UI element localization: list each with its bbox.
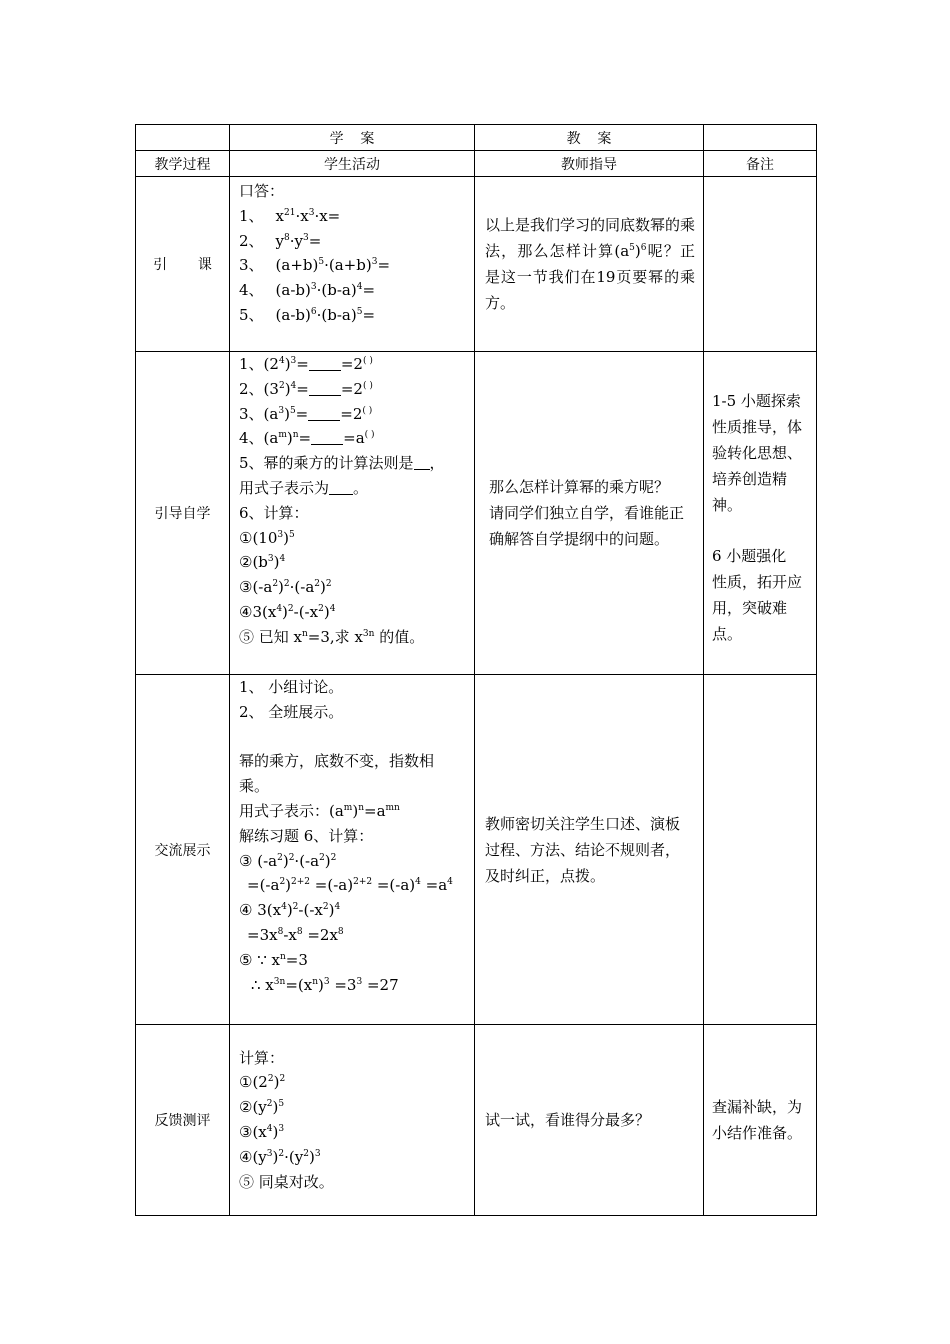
text-line: ⑤ 同桌对改。: [239, 1172, 334, 1191]
header-remarks: 备注: [704, 151, 817, 177]
fill-in-blank: [414, 453, 430, 470]
superscript: 4: [415, 877, 421, 888]
superscript: 3: [323, 976, 330, 987]
text-line: 性质，拓开应: [712, 572, 803, 591]
row-exchange: [136, 675, 817, 1025]
text-line: 用式子表示为 。: [239, 478, 369, 497]
text-line: 1-5 小题探索: [712, 392, 801, 410]
superscript: 8: [337, 926, 344, 937]
superscript: 4: [334, 902, 341, 913]
text-line: $④3(x^4)^2-(-x^2)^4$: [239, 602, 336, 621]
superscript: 2: [279, 877, 286, 888]
superscript: 3n: [362, 628, 375, 639]
superscript: 3: [278, 405, 285, 416]
feedback-lines: [230, 1043, 474, 1198]
teacher-intro: [475, 177, 704, 352]
text-line: 确解答自学提纲中的问题。: [489, 530, 670, 548]
superscript: 5: [356, 306, 363, 317]
text-line: $③(x^4)^3$: [239, 1123, 285, 1141]
item-expression: $(a-b)^3\cdot(b-a)^4=$: [275, 281, 376, 300]
superscript: 3: [278, 1124, 285, 1134]
text-line: [712, 518, 808, 543]
exchange-lines: [230, 675, 474, 1000]
text-line: 2、 全班展示。: [239, 702, 344, 721]
superscript: 4: [281, 902, 287, 913]
item-expression: $(a-b)^6\cdot(b-a)^5=$: [275, 305, 376, 324]
text-line: 用式子表示：$(a^m)^n=a^{mn}$: [239, 801, 400, 820]
item-number: 4、: [239, 281, 264, 300]
superscript: 8: [277, 926, 284, 937]
text-line: $②(b^3)^4$: [239, 553, 286, 572]
superscript: n: [292, 430, 299, 441]
superscript: 2: [283, 579, 290, 590]
stage-intro-label: 引课: [153, 257, 243, 273]
superscript: 4: [266, 1124, 273, 1134]
superscript: mn: [385, 802, 400, 813]
fill-in-blank: [329, 478, 353, 495]
superscript: n: [358, 802, 364, 813]
header-study-plan: 学案: [329, 130, 392, 147]
stage-feedback: 反馈测评: [136, 1025, 230, 1216]
superscript: 2: [288, 852, 295, 863]
text-line: 请同学们独立自学，看谁能正: [489, 504, 685, 522]
text-line: 3、$(a^3)^5= =2^{( )}$: [239, 404, 373, 423]
header-teaching-plan: 教案: [566, 130, 629, 147]
text-line: ③ $(-a^2)^2\cdot(-a^2)^2$: [239, 851, 337, 870]
text-line: 小结作准备。: [712, 1124, 803, 1142]
superscript: 4: [279, 554, 286, 565]
superscript: 3: [267, 554, 274, 565]
superscript: 4: [447, 877, 453, 888]
text-line: 解练习题 6、计算：: [239, 826, 374, 845]
superscript: 2: [272, 579, 279, 590]
teacher-intro-text: 以上是我们学习的同底数幂的乘法，那么怎样计算$(a^5)^6$呢？正是这一节我们在19页要幂的乘方。: [485, 216, 696, 312]
superscript: ( ): [364, 430, 375, 441]
text-line: 查漏补缺，为: [712, 1098, 803, 1116]
intro-item: [239, 303, 466, 328]
note-exchange: [704, 675, 817, 1025]
superscript: 2: [278, 1148, 285, 1159]
text-line: $=3x^8-x^8 =2x^8$: [247, 925, 344, 944]
row-intro: [136, 177, 817, 352]
text-line: [239, 725, 466, 750]
text-line: 乘。: [239, 777, 270, 796]
superscript: 2: [325, 579, 332, 590]
superscript: ( ): [362, 356, 373, 366]
superscript: 2: [318, 603, 324, 614]
superscript: ( ): [362, 405, 373, 416]
text-line: ⑤ 已知 $x^n=3$,求 $x^{3n}$ 的值。: [239, 627, 425, 646]
text-line: 5、幂的乘方的计算法则是 ，: [239, 454, 445, 473]
intro-item: [239, 229, 466, 254]
fill-in-blank: [311, 428, 343, 445]
student-intro: [230, 177, 475, 352]
note-feedback: [704, 1025, 817, 1216]
superscript: 4: [329, 603, 336, 614]
note-self-study: [704, 352, 817, 675]
superscript: 3n: [273, 976, 286, 987]
header-process: 教学过程: [136, 151, 230, 177]
header1-col3: [475, 125, 704, 151]
superscript: 5: [278, 1099, 285, 1110]
exchange-teacher-text: [475, 811, 703, 889]
superscript: 3: [266, 1148, 273, 1159]
intro-item: [239, 204, 466, 229]
superscript: 2: [279, 1074, 286, 1085]
selfstudy-teacher-text: [475, 474, 703, 552]
header-teacher-guidance: 教师指导: [475, 151, 704, 177]
text-line: 神。: [712, 496, 743, 514]
text-line: 那么怎样计算幂的乘方呢？: [489, 478, 670, 496]
note-intro: [704, 177, 817, 352]
text-line: 及时纠正，点拨。: [485, 866, 606, 885]
teacher-self-study: [475, 352, 704, 675]
superscript: 4: [276, 603, 283, 614]
item-expression: $y^8\cdot y^3=$: [275, 231, 322, 250]
lesson-plan-table: [135, 124, 817, 1216]
superscript: 3: [308, 207, 315, 218]
selfstudy-note-text: [704, 352, 816, 647]
superscript: 2: [322, 902, 329, 913]
superscript: 6: [640, 243, 647, 253]
text-line: $=(-a^2)^{2+2} =(-a)^{2+2} =(-a)^4 =a^4$: [247, 876, 453, 895]
header-student-activity: 学生活动: [230, 151, 475, 177]
superscript: 5: [289, 405, 296, 416]
superscript: 2: [277, 852, 283, 863]
text-line: 1、 小组讨论。: [239, 678, 344, 696]
stage-intro: [136, 177, 243, 352]
superscript: 5: [288, 529, 295, 540]
superscript: 4: [278, 356, 285, 366]
text-line: 用，突破难: [712, 598, 788, 617]
superscript: 2: [278, 380, 285, 391]
superscript: 2: [303, 1148, 309, 1159]
fill-in-blank: [309, 379, 341, 396]
item-number: 5、: [239, 305, 264, 324]
text-line: 培养创造精: [712, 470, 788, 488]
superscript: 2: [287, 603, 294, 614]
item-number: 3、: [239, 256, 264, 275]
stage-exchange: 交流展示: [136, 675, 230, 1025]
superscript: 5: [318, 257, 325, 268]
text-line: $①(10^3)^5$: [239, 528, 295, 547]
superscript: 2: [267, 1074, 274, 1085]
header-row-2: [136, 151, 817, 177]
item-number: 2、: [239, 231, 264, 250]
feedback-note-text: [704, 1094, 816, 1146]
superscript: 4: [290, 380, 297, 391]
intro-item: [239, 278, 466, 303]
row-self-study: [136, 352, 817, 675]
superscript: 2: [319, 852, 325, 863]
superscript: 3: [356, 976, 363, 987]
superscript: 2+2: [353, 877, 373, 888]
superscript: 3: [310, 282, 317, 293]
row-feedback: [136, 1025, 817, 1216]
header1-col1: [136, 125, 230, 151]
teacher-exchange: [475, 675, 704, 1025]
superscript: 2: [314, 579, 321, 590]
superscript: 2: [330, 852, 337, 863]
text-line: 性质推导，体: [712, 418, 803, 436]
text-line: 点。: [712, 624, 743, 643]
superscript: 2: [292, 902, 299, 913]
superscript: 3: [303, 232, 309, 243]
header1-col4: [704, 125, 817, 151]
superscript: 2+2: [291, 877, 311, 888]
text-line: $③(-a^2)^2\cdot(-a^2)^2$: [239, 578, 332, 597]
student-exchange: [230, 675, 475, 1025]
text-line: 验转化思想、: [712, 444, 803, 462]
intro-item: [239, 253, 466, 278]
superscript: 5: [629, 243, 635, 253]
superscript: m: [278, 430, 287, 441]
superscript: n: [280, 951, 286, 962]
text-line: 2、$(3^2)^4= =2^{( )}$: [239, 379, 373, 398]
text-line: ∴ $x^{3n}=(x^n)^3 =3^3 =27$: [251, 975, 399, 994]
student-feedback: [230, 1025, 475, 1216]
superscript: 8: [296, 926, 303, 937]
superscript: 3: [314, 1148, 321, 1159]
superscript: 3: [371, 257, 378, 268]
superscript: 8: [284, 232, 290, 243]
text-line: 6、计算：: [239, 503, 309, 522]
intro-items: [239, 204, 466, 328]
superscript: 3: [290, 356, 297, 366]
superscript: ( ): [362, 380, 373, 391]
text-line: 6 小题强化: [712, 546, 787, 565]
text-line: 4、$(a^m)^n= =a^{( )}$: [239, 429, 375, 448]
text-line: 1、$(2^4)^3= =2^{( )}$: [239, 355, 373, 373]
superscript: 21: [284, 207, 296, 218]
stage-self-study: 引导自学: [136, 352, 230, 675]
text-line: $④(y^3)^2\cdot(y^2)^3$: [239, 1147, 321, 1166]
superscript: 3: [277, 529, 284, 540]
text-line: 幂的乘方，底数不变，指数相: [239, 752, 435, 771]
text-line: 过程、方法、结论不规则者，: [485, 840, 681, 859]
superscript: n: [312, 976, 318, 987]
teacher-feedback: [475, 1025, 704, 1216]
header-row-1: [136, 125, 817, 151]
text-line: 教师密切关注学生口述、演板: [485, 814, 681, 833]
text-line: 计算：: [239, 1048, 285, 1067]
text-line: $②(y^2)^5$: [239, 1098, 285, 1117]
header1-col2: [230, 125, 475, 151]
feedback-teacher-text: 试一试，看谁得分最多？: [485, 1111, 651, 1129]
text-line: $①(2^2)^2$: [239, 1073, 286, 1092]
student-self-study: [230, 352, 475, 675]
fill-in-blank: [309, 354, 341, 371]
item-expression: $(a+b)^5\cdot(a+b)^3=$: [275, 256, 391, 275]
fill-in-blank: [308, 404, 340, 421]
superscript: 2: [266, 1099, 273, 1110]
item-number: 1、: [239, 206, 264, 225]
text-line: ④ $3(x^4)^2-(-x^2)^4$: [239, 901, 341, 920]
superscript: 6: [310, 306, 317, 317]
text-line: ⑤ ∵ $x^n=3$: [239, 950, 308, 969]
intro-prompt: 口答：: [239, 182, 285, 200]
superscript: n: [302, 628, 308, 639]
item-expression: $x^{21}\cdot x^3\cdot x=$: [275, 206, 341, 225]
selfstudy-lines: [230, 352, 474, 653]
superscript: 4: [356, 282, 363, 293]
superscript: m: [343, 802, 353, 813]
